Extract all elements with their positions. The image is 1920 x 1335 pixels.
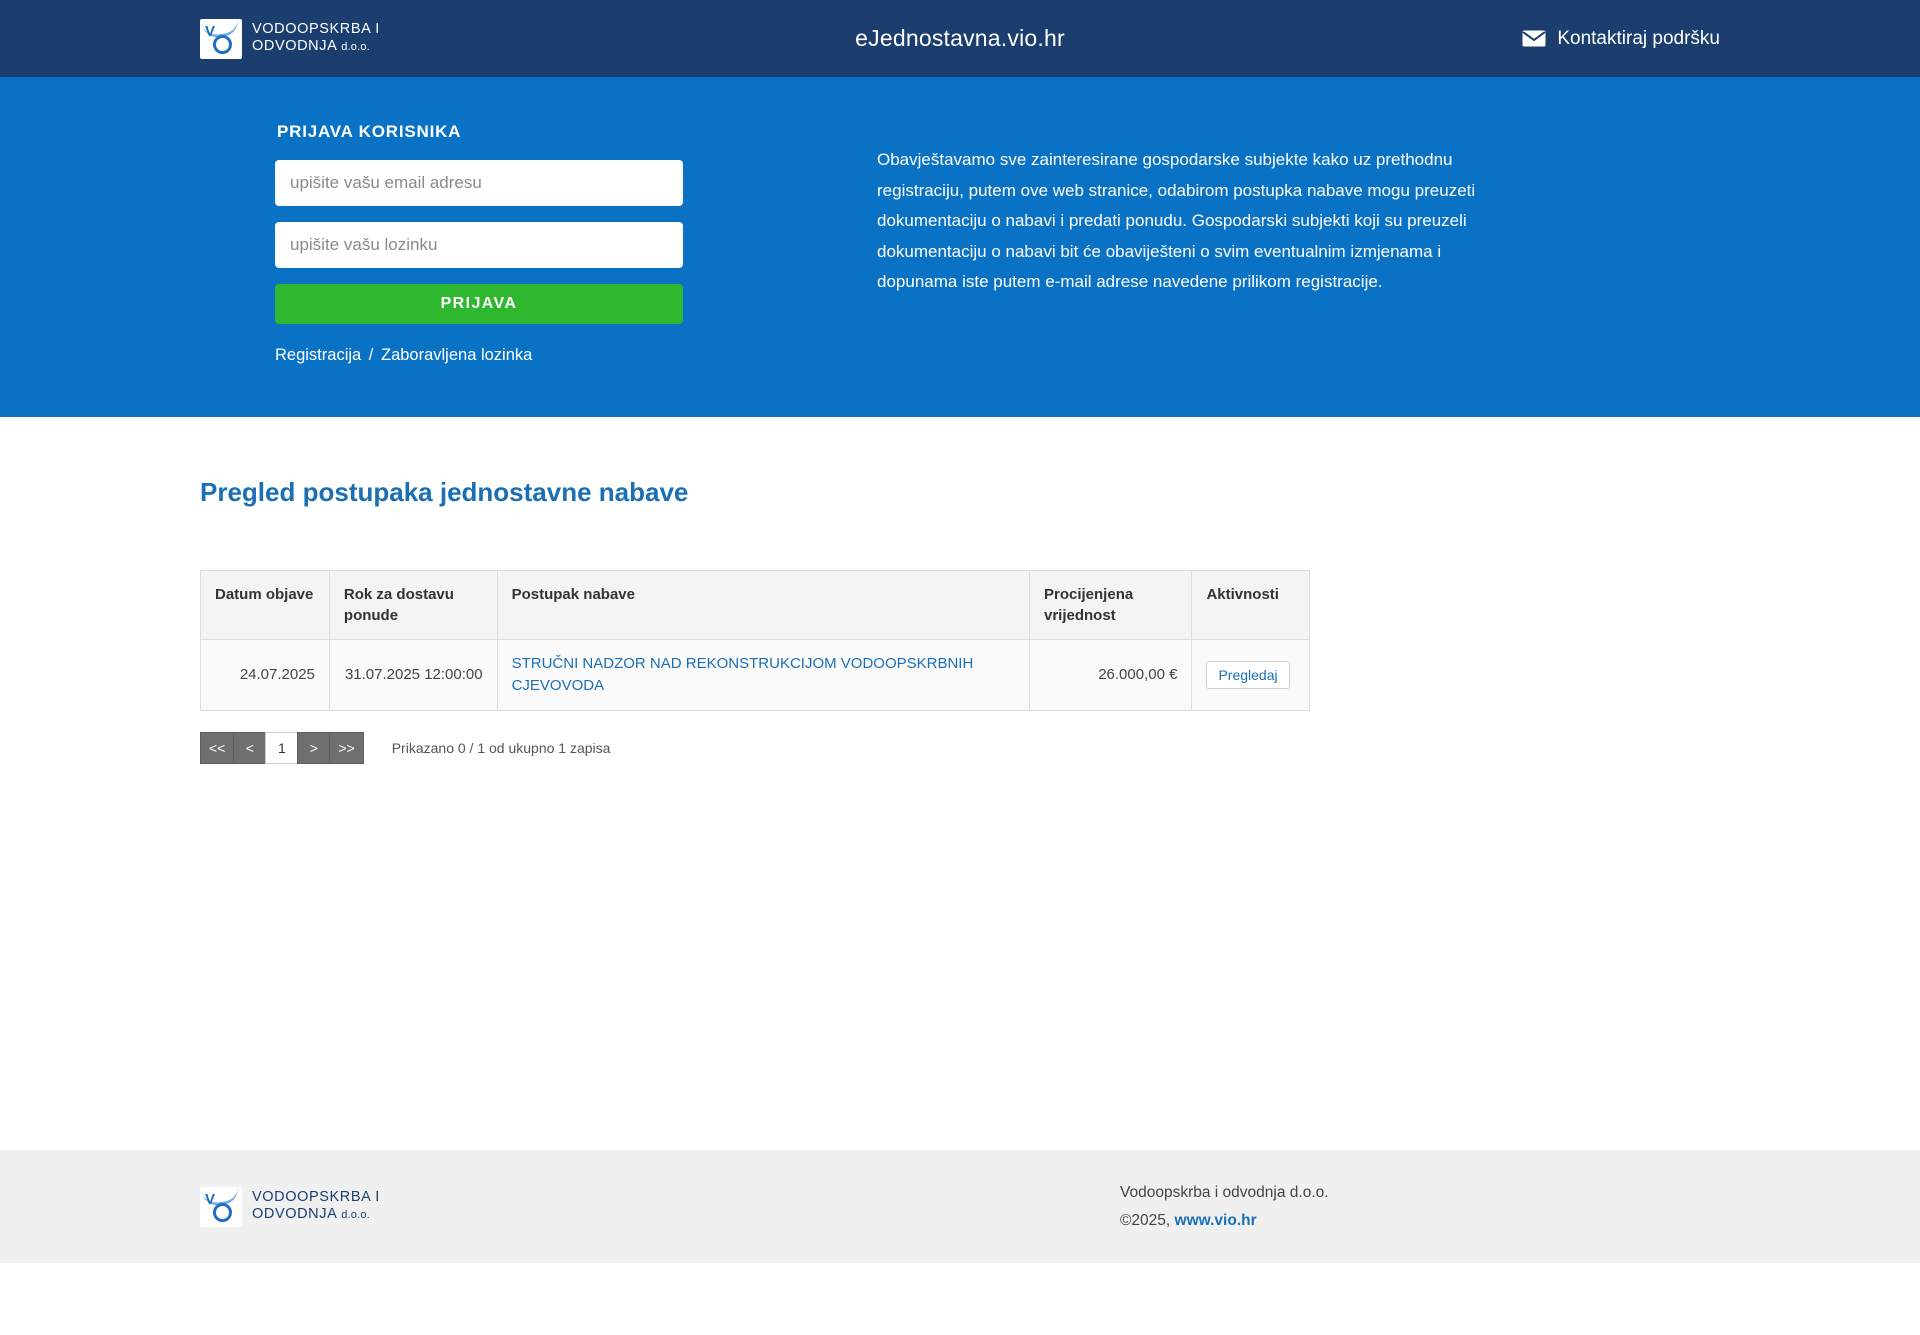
procurement-table-wrapper	[200, 570, 1310, 764]
login-submit-button[interactable]: PRIJAVA	[275, 284, 683, 324]
login-hero-section	[0, 77, 1920, 417]
contact-support-link[interactable]	[1522, 28, 1720, 50]
footer-logo[interactable]	[200, 1187, 380, 1227]
footer-website-link[interactable]: www.vio.hr	[1174, 1211, 1257, 1229]
cell-datum-objave: 24.07.2025	[201, 640, 330, 711]
footer-logo-line1: VODOOPSKRBA I	[252, 1189, 380, 1205]
cell-vrijednost: 26.000,00 €	[1030, 640, 1192, 711]
info-text: Obavještavamo sve zainteresirane gospodarske subjekte kako uz prethodnu registraciju, putem ove web stranice, odabirom postupka nabave mogu preuzeti dokumentaciju o nabavi i predati ponudu. Gospodarski subjekti koji su preuzeli dokumentaciju o nabavi bit će obaviješteni o svim eventualnim izmjenama i dopunama iste putem e-mail adrese navedene prilikom registracije.	[877, 150, 1476, 291]
contact-support-label: Kontaktiraj podršku	[1557, 27, 1720, 49]
envelope-icon	[1522, 30, 1546, 47]
pagination-info: Prikazano 0 / 1 od ukupno 1 zapisa	[391, 740, 611, 756]
header-logo-text	[252, 21, 380, 56]
procurement-link[interactable]: STRUČNI NADZOR NAD REKONSTRUKCIJOM VODOOPSKRBNIH CJEVOVODA	[511, 655, 974, 694]
pagination	[200, 732, 364, 764]
header-logo-line2: ODVODNJA	[252, 38, 337, 54]
footer-company: Vodoopskrba i odvodnja d.o.o.	[1120, 1183, 1329, 1201]
pagination-next-button[interactable]: >	[297, 732, 329, 764]
cell-postupak	[497, 640, 1029, 711]
login-form	[275, 122, 785, 365]
footer-copyright: ©2025,	[1120, 1211, 1171, 1229]
header-logo-suffix: d.o.o.	[341, 41, 370, 53]
header-logo-line1: VODOOPSKRBA I	[252, 21, 380, 37]
column-header-aktivnosti: Aktivnosti	[1192, 571, 1310, 640]
footer-logo-text	[252, 1189, 380, 1224]
page-title: Pregled postupaka jednostavne nabave	[200, 477, 689, 507]
cell-aktivnosti	[1192, 640, 1310, 711]
register-link[interactable]: Registracija	[275, 346, 362, 364]
page-footer	[0, 1150, 1920, 1263]
table-row	[201, 640, 1310, 711]
footer-logo-suffix: d.o.o.	[341, 1209, 370, 1221]
column-header-datum-objave: Datum objave	[201, 571, 330, 640]
main-content	[200, 417, 1720, 764]
pregledaj-button[interactable]: Pregledaj	[1206, 661, 1289, 689]
vio-logo-icon: V	[200, 19, 242, 59]
header-logo[interactable]	[200, 19, 380, 59]
pagination-page-1[interactable]: 1	[265, 732, 297, 764]
password-input[interactable]	[275, 222, 683, 268]
procurement-table	[200, 570, 1310, 711]
pagination-row	[200, 732, 1310, 764]
pagination-last-button[interactable]: >>	[329, 732, 363, 764]
footer-logo-line2: ODVODNJA	[252, 1206, 337, 1222]
links-separator: /	[368, 346, 374, 364]
site-title: eJednostavna.vio.hr	[855, 25, 1065, 51]
login-links	[275, 346, 785, 365]
pagination-prev-button[interactable]: <	[233, 732, 265, 764]
column-header-rok-dostave: Rok za dostavu ponude	[329, 571, 497, 640]
email-input[interactable]	[275, 160, 683, 206]
table-header-row	[201, 571, 1310, 640]
pagination-first-button[interactable]: <<	[200, 732, 233, 764]
forgot-password-link[interactable]: Zaboravljena lozinka	[380, 346, 533, 364]
column-header-postupak: Postupak nabave	[497, 571, 1029, 640]
login-title: PRIJAVA KORISNIKA	[277, 122, 462, 141]
footer-info	[1120, 1179, 1720, 1235]
vio-logo-icon: V	[200, 1187, 242, 1227]
cell-rok-dostave: 31.07.2025 12:00:00	[329, 640, 497, 711]
top-header-bar	[0, 0, 1920, 77]
column-header-vrijednost: Procijenjena vrijednost	[1030, 571, 1192, 640]
